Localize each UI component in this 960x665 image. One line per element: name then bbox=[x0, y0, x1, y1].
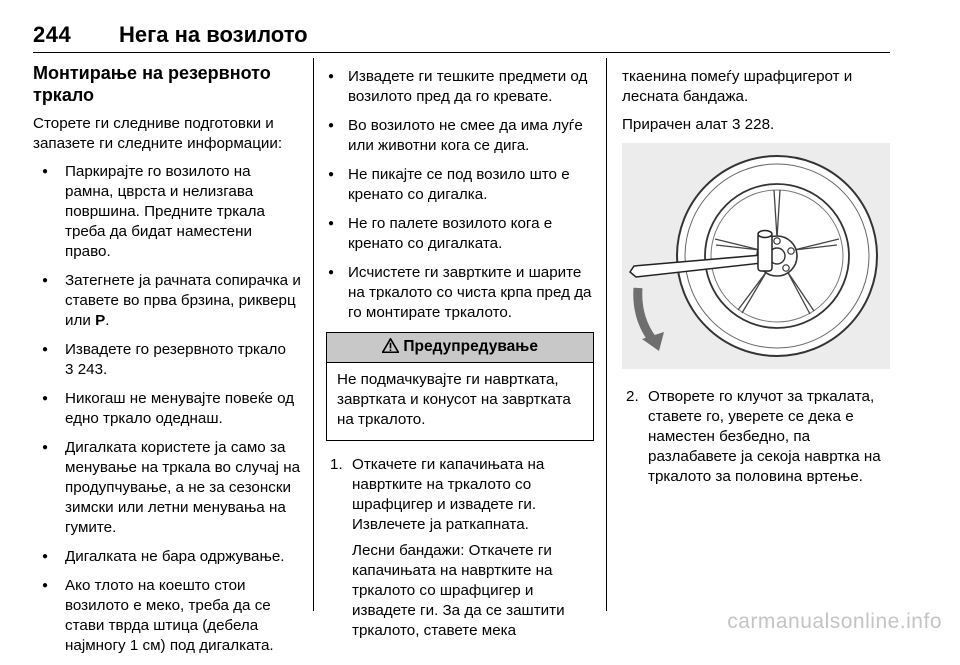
step-text: Откачете ги капачињата на навртките на тркалото со шрафцигер и извадете ги. Извлечете ја раткапната. bbox=[352, 456, 545, 533]
list-item: ● Извадете ги тешките предмети од возилото пред да го кревате. bbox=[326, 67, 594, 107]
step-number: 1. bbox=[330, 456, 343, 473]
watermark: carmanualsonline.info bbox=[727, 610, 942, 633]
list-item: ● Паркирајте го возилото на рамна, цврста и нелизгава површина. Предните тркала треба да бидат наместени право. bbox=[33, 162, 301, 262]
list-item: ● Никогаш не менувајте повеќе од едно тркало одеднаш. bbox=[33, 389, 301, 429]
column-2 bbox=[326, 67, 594, 647]
step-1 bbox=[326, 455, 594, 535]
tool-reference: Прирачен алат 3 228. bbox=[622, 116, 775, 133]
step-number: 2. bbox=[626, 388, 639, 405]
section-title: Монтирање на резервното тркало bbox=[33, 63, 271, 105]
column-1 bbox=[33, 62, 301, 665]
step-text: Отворете го клучот за тркалата, ставете го, уверете се дека е наместен безбедно, па разлабавете ја секоја навртка на тркалото за половина вртење. bbox=[648, 388, 881, 485]
column-divider-2 bbox=[606, 58, 607, 611]
list-item: ● Ако тлото на коешто стои возилото е меко, треба да се стави тврда штица (дебела најмногу 1 см) под дигалката. bbox=[33, 576, 301, 656]
page-header bbox=[33, 22, 890, 53]
warning-box bbox=[326, 332, 594, 441]
wheel-illustration-svg bbox=[622, 143, 890, 369]
warning-title: Предупредување bbox=[403, 338, 538, 355]
ref-arrow-icon: 3 bbox=[731, 116, 741, 133]
gear-p-label: P bbox=[95, 312, 106, 329]
list-item: ● Извадете го резервното тркало 3 243. bbox=[33, 340, 301, 380]
warning-triangle-icon bbox=[382, 338, 399, 353]
chapter-title: Нега на возилото bbox=[119, 22, 308, 47]
page-ref: 228. bbox=[744, 116, 775, 133]
bullet-list-1 bbox=[33, 162, 301, 656]
section-intro: Сторете ги следниве подготовки и запазете ги следните информации: bbox=[33, 115, 283, 152]
wheel-wrench-illustration bbox=[622, 143, 890, 369]
page-number: 244 bbox=[33, 22, 72, 47]
list-item: ● Исчистете ги завртките и шарите на тркалото со чиста крпа пред да го монтирате тркалото. bbox=[326, 263, 594, 323]
warning-text: Не подмачкувајте ги навртката, завртката и конусот на завртката на тркалото. bbox=[337, 371, 571, 428]
column-3 bbox=[622, 67, 890, 493]
step-1-sub-paragraph: Лесни бандажи: Откачете ги капачињата на навртките на тркалото со шрафцигер и извадете ги. За да се заштити тркалото, ставете мека bbox=[352, 542, 565, 639]
warning-header bbox=[327, 333, 593, 363]
list-item: ● Во возилото не смее да има луѓе или животни кога се дига. bbox=[326, 116, 594, 156]
list-item: ● Дигалката користете ја само за менување на тркала во случај на продупчување, а не за сезонски зимски или летни менувања на гумите. bbox=[33, 438, 301, 538]
column-divider-1 bbox=[313, 58, 314, 611]
list-item: ● Не го палете возилото кога е кренато со дигалката. bbox=[326, 214, 594, 254]
list-item: ● Не пикајте се под возило што е кренато со дигалка. bbox=[326, 165, 594, 205]
ref-arrow-icon: 3 bbox=[65, 361, 74, 378]
continued-paragraph: ткаенина помеѓу шрафцигерот и лесната бандажа. bbox=[622, 68, 853, 105]
list-item: ● Дигалката не бара одржување. bbox=[33, 547, 301, 567]
step-2 bbox=[622, 387, 890, 487]
bullet-list-2 bbox=[326, 67, 594, 323]
page-ref: 243. bbox=[77, 361, 108, 378]
list-item: ● Затегнете ја рачната сопирачка и ставете во прва брзина, рикверц или P. bbox=[33, 271, 301, 331]
